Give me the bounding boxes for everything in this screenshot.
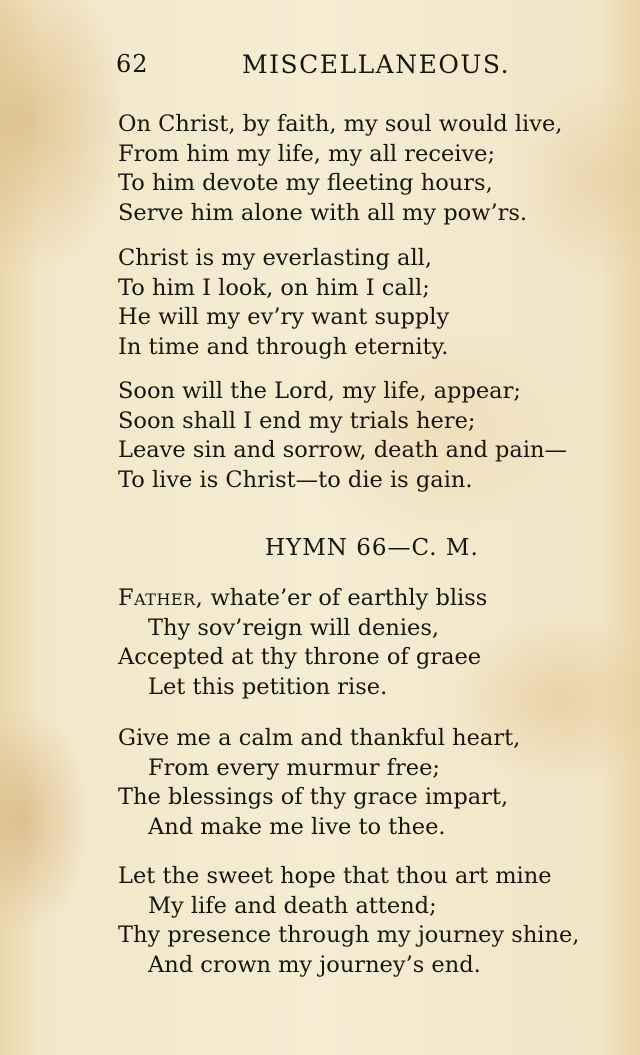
verse-line: He will my ev’ry want supply (118, 304, 450, 330)
verse-line: Christ is my everlasting all, (118, 245, 432, 271)
stanza-3 (118, 377, 567, 495)
verse-line: Thy presence through my journey shine, (118, 922, 580, 948)
verse-line: Accepted at thy throne of graee (118, 644, 482, 670)
verse-line: To live is Christ—to die is gain. (118, 466, 473, 493)
verse-line: On Christ, by faith, my soul would live, (118, 111, 563, 137)
verse-line: Soon shall I end my trials here; (118, 407, 476, 434)
running-title: MISCELLANEOUS. (242, 50, 511, 79)
stanza-2 (118, 244, 449, 362)
hymn-heading: HYMN 66—C. M. (265, 535, 479, 561)
page-number: 62 (116, 50, 149, 78)
hymn-stanza-3 (118, 862, 579, 980)
hymn-stanza-1 (118, 584, 487, 702)
verse-line: And crown my journey’s end. (148, 951, 481, 978)
verse-line: Leave sin and sorrow, death and pain— (118, 437, 568, 463)
verse-line: To him devote my fleeting hours, (118, 170, 493, 196)
verse-line: Let this petition rise. (148, 673, 388, 700)
verse-line: Give me a calm and thankful heart, (118, 725, 521, 751)
verse-line: From him my life, my all receive; (118, 140, 496, 167)
verse-line: My life and death attend; (148, 892, 437, 919)
page-header (116, 50, 536, 84)
verse-line: In time and through eternity. (118, 333, 449, 360)
verse-line: Serve him alone with all my pow’rs. (118, 199, 528, 226)
verse-line (118, 584, 487, 614)
first-line-rest: whate’er of earthly bliss (203, 585, 488, 611)
verse-line: Thy sov’reign will denies, (148, 614, 440, 641)
verse-line: And make me live to thee. (148, 813, 446, 840)
verse-line: Let the sweet hope that thou art mine (118, 863, 552, 889)
verse-line: The blessings of thy grace impart, (118, 784, 509, 810)
stanza-1 (118, 110, 562, 228)
verse-line: From every murmur free; (148, 754, 440, 781)
verse-line: Soon will the Lord, my life, appear; (118, 378, 521, 404)
first-word: Father, (118, 585, 204, 611)
hymn-stanza-2 (118, 724, 520, 842)
verse-line: To him I look, on him I call; (118, 274, 430, 301)
